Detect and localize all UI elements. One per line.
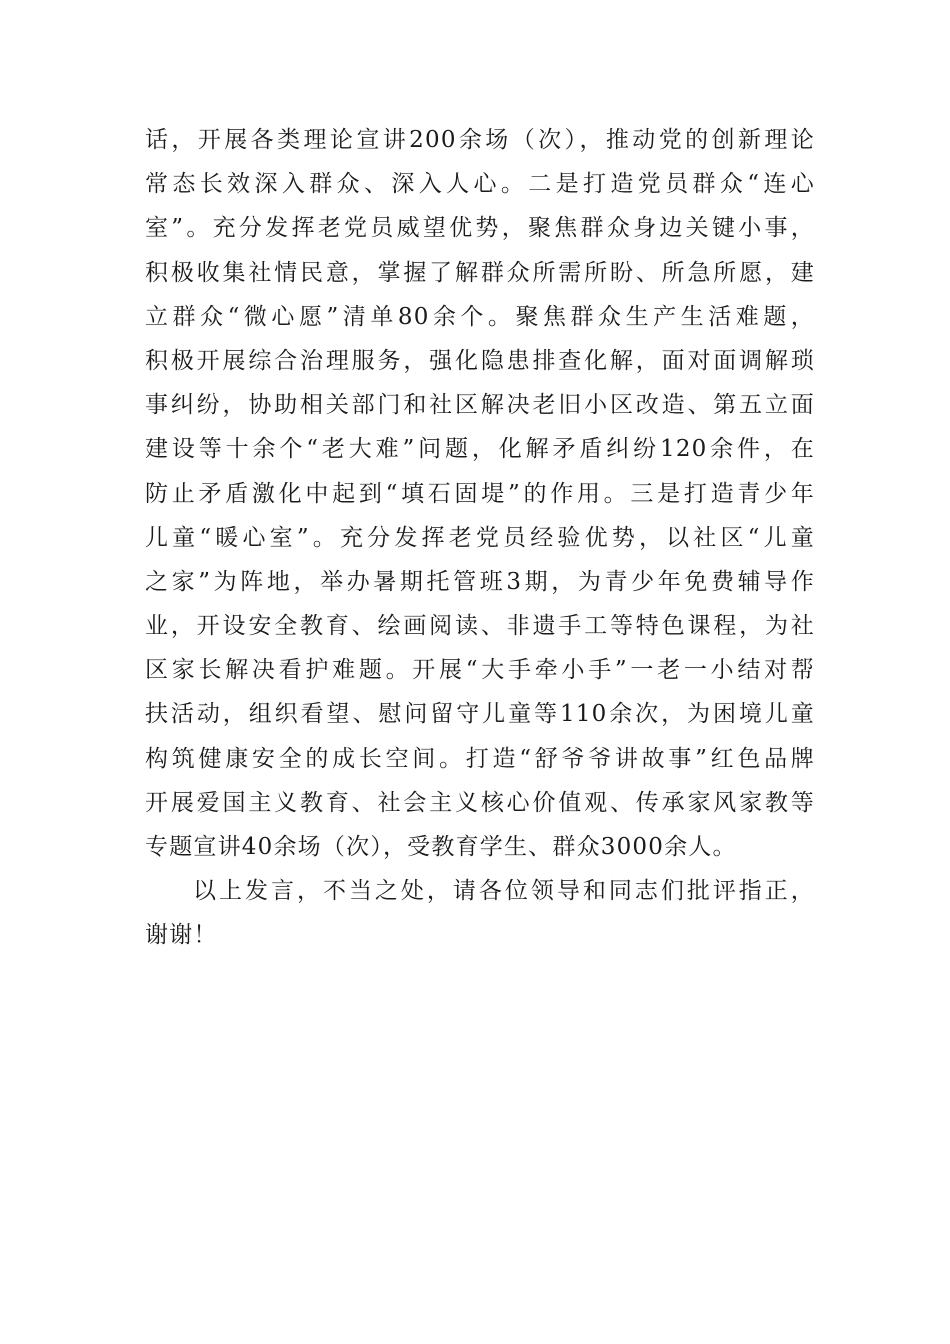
- text-line: 区家长解决看护难题。开展“大手牵小手”一老一小结对帮: [145, 657, 815, 684]
- text-line: 话，开展各类理论宣讲200余场（次），推动党的创新理论: [145, 127, 815, 153]
- text-line: 常态长效深入群众、深入人心。二是打造党员群众“连心: [145, 171, 815, 198]
- text-line: 扶活动，组织看望、慰问留守儿童等110余次，为困境儿童: [145, 701, 815, 728]
- text-line: 开展爱国主义教育、社会主义核心价值观、传承家风家教等: [145, 789, 815, 816]
- text-line: 室”。充分发挥老党员威望优势，聚焦群众身边关键小事，: [145, 215, 815, 242]
- text-line: 儿童“暖心室”。充分发挥老党员经验优势，以社区“儿童: [145, 524, 815, 551]
- text-line: 积极收集社情民意，掌握了解群众所需所盼、所急所愿，建: [145, 259, 815, 286]
- text-line: 积极开展综合治理服务，强化隐患排查化解，面对面调解琐: [145, 347, 815, 374]
- text-line: 事纠纷，协助相关部门和社区解决老旧小区改造、第五立面: [145, 392, 815, 419]
- text-line: 建设等十余个“老大难”问题，化解矛盾纠纷120余件，在: [145, 436, 815, 463]
- text-line: 防止矛盾激化中起到“填石固堤”的作用。三是打造青少年: [145, 480, 815, 507]
- text-line: 谢谢！: [145, 922, 218, 949]
- document-body: [145, 118, 815, 958]
- text-line: 构筑健康安全的成长空间。打造“舒爷爷讲故事”红色品牌: [145, 745, 815, 772]
- paragraph-1: [145, 118, 815, 869]
- text-line: 以上发言，不当之处，请各位领导和同志们批评指正，: [193, 878, 815, 905]
- paragraph-2: [145, 869, 815, 957]
- text-line: 业，开设安全教育、绘画阅读、非遗手工等特色课程，为社: [145, 613, 815, 640]
- text-line: 之家”为阵地，举办暑期托管班3期，为青少年免费辅导作: [145, 568, 815, 595]
- text-line: 专题宣讲40余场（次），受教育学生、群众3000余人。: [145, 834, 737, 860]
- text-line: 立群众“微心愿”清单80余个。聚焦群众生产生活难题，: [145, 303, 815, 330]
